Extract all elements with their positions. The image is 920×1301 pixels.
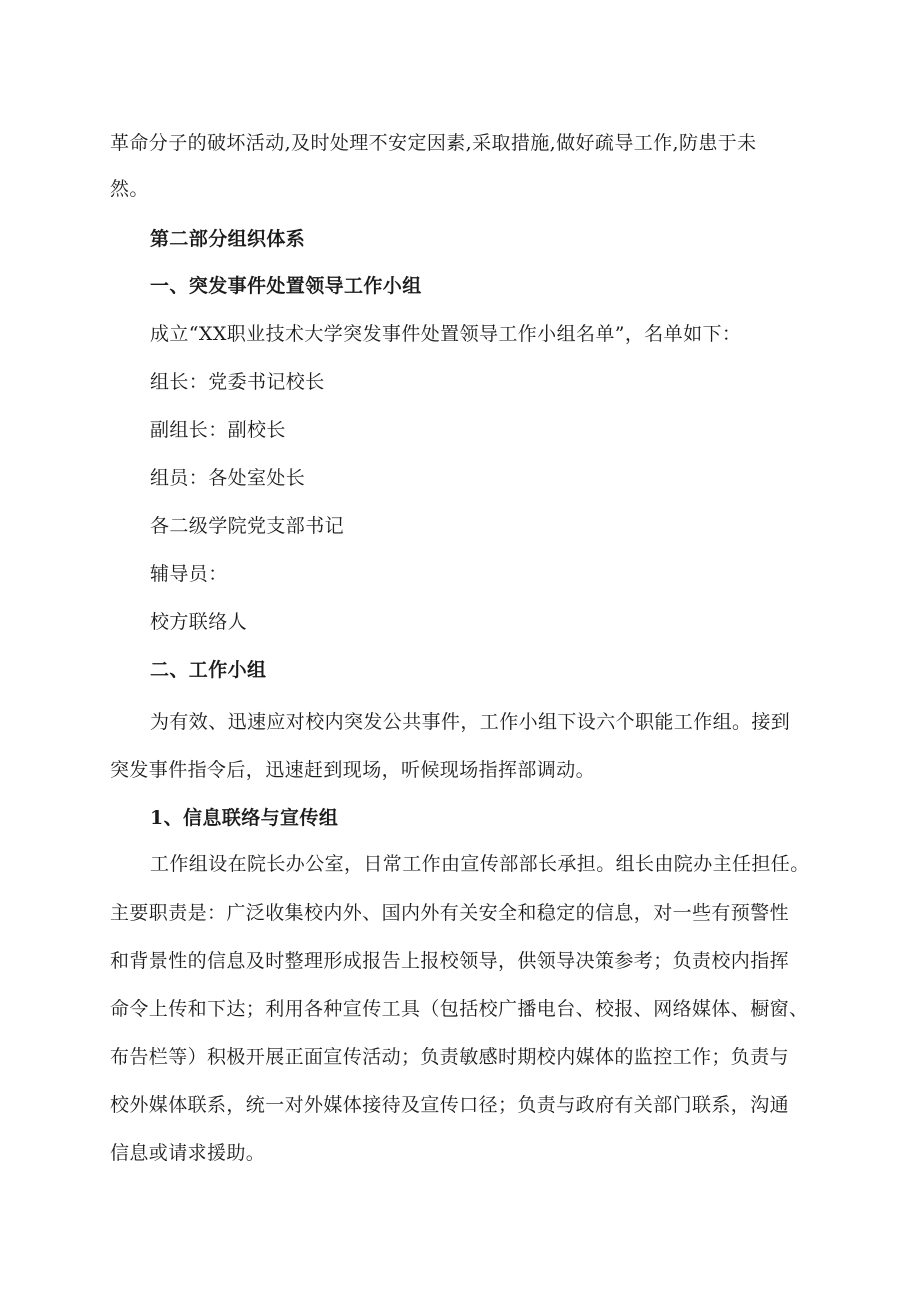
intro-line-2: 然。 (110, 178, 149, 200)
roster-secretaries: 各二级学院党支部书记 (150, 515, 345, 537)
group1-line-1: 工作组设在院长办公室，日常工作由宣传部部长承担。组长由院办主任担任。 (150, 853, 810, 875)
roster-liaison: 校方联络人 (150, 611, 248, 633)
roster-counselor: 辅导员： (150, 563, 228, 585)
group1-heading: 1、信息联络与宣传组 (150, 807, 339, 829)
part2-heading: 第二部分组织体系 (150, 228, 306, 250)
group1-line-6: 校外媒体联系，统一对外媒体接待及宣传口径；负责与政府有关部门联系，沟通 (110, 1094, 790, 1116)
section2-intro-line-1: 为有效、迅速应对校内突发公共事件，工作小组下设六个职能工作组。接到 (150, 711, 791, 733)
roster-members: 组员：各处室处长 (150, 467, 306, 489)
section2-intro-line-2: 突发事件指令后，迅速赶到现场，听候现场指挥部调动。 (110, 759, 596, 781)
intro-line-1: 革命分子的破坏活动,及时处理不安定因素,采取措施,做好疏导工作,防患于未 (110, 132, 757, 154)
group1-line-3: 和背景性的信息及时整理形成报告上报校领导，供领导决策参考；负责校内指挥 (110, 950, 790, 972)
establish-line: 成立“XX职业技术大学突发事件处置领导工作小组名单”，名单如下： (150, 323, 742, 345)
group1-line-7: 信息或请求援助。 (110, 1142, 266, 1164)
group1-line-2: 主要职责是：广泛收集校内外、国内外有关安全和稳定的信息，对一些有预警性 (110, 902, 790, 924)
section2-heading: 二、工作小组 (150, 659, 267, 681)
roster-leader: 组长：党委书记校长 (150, 371, 325, 393)
section1-heading: 一、突发事件处置领导工作小组 (150, 275, 422, 297)
group1-line-4: 命令上传和下达；利用各种宣传工具（包括校广播电台、校报、网络媒体、橱窗、 (110, 998, 809, 1020)
group1-line-5: 布告栏等）积极开展正面宣传活动；负责敏感时期校内媒体的监控工作；负责与 (110, 1046, 790, 1068)
roster-deputy: 副组长：副校长 (150, 419, 286, 441)
